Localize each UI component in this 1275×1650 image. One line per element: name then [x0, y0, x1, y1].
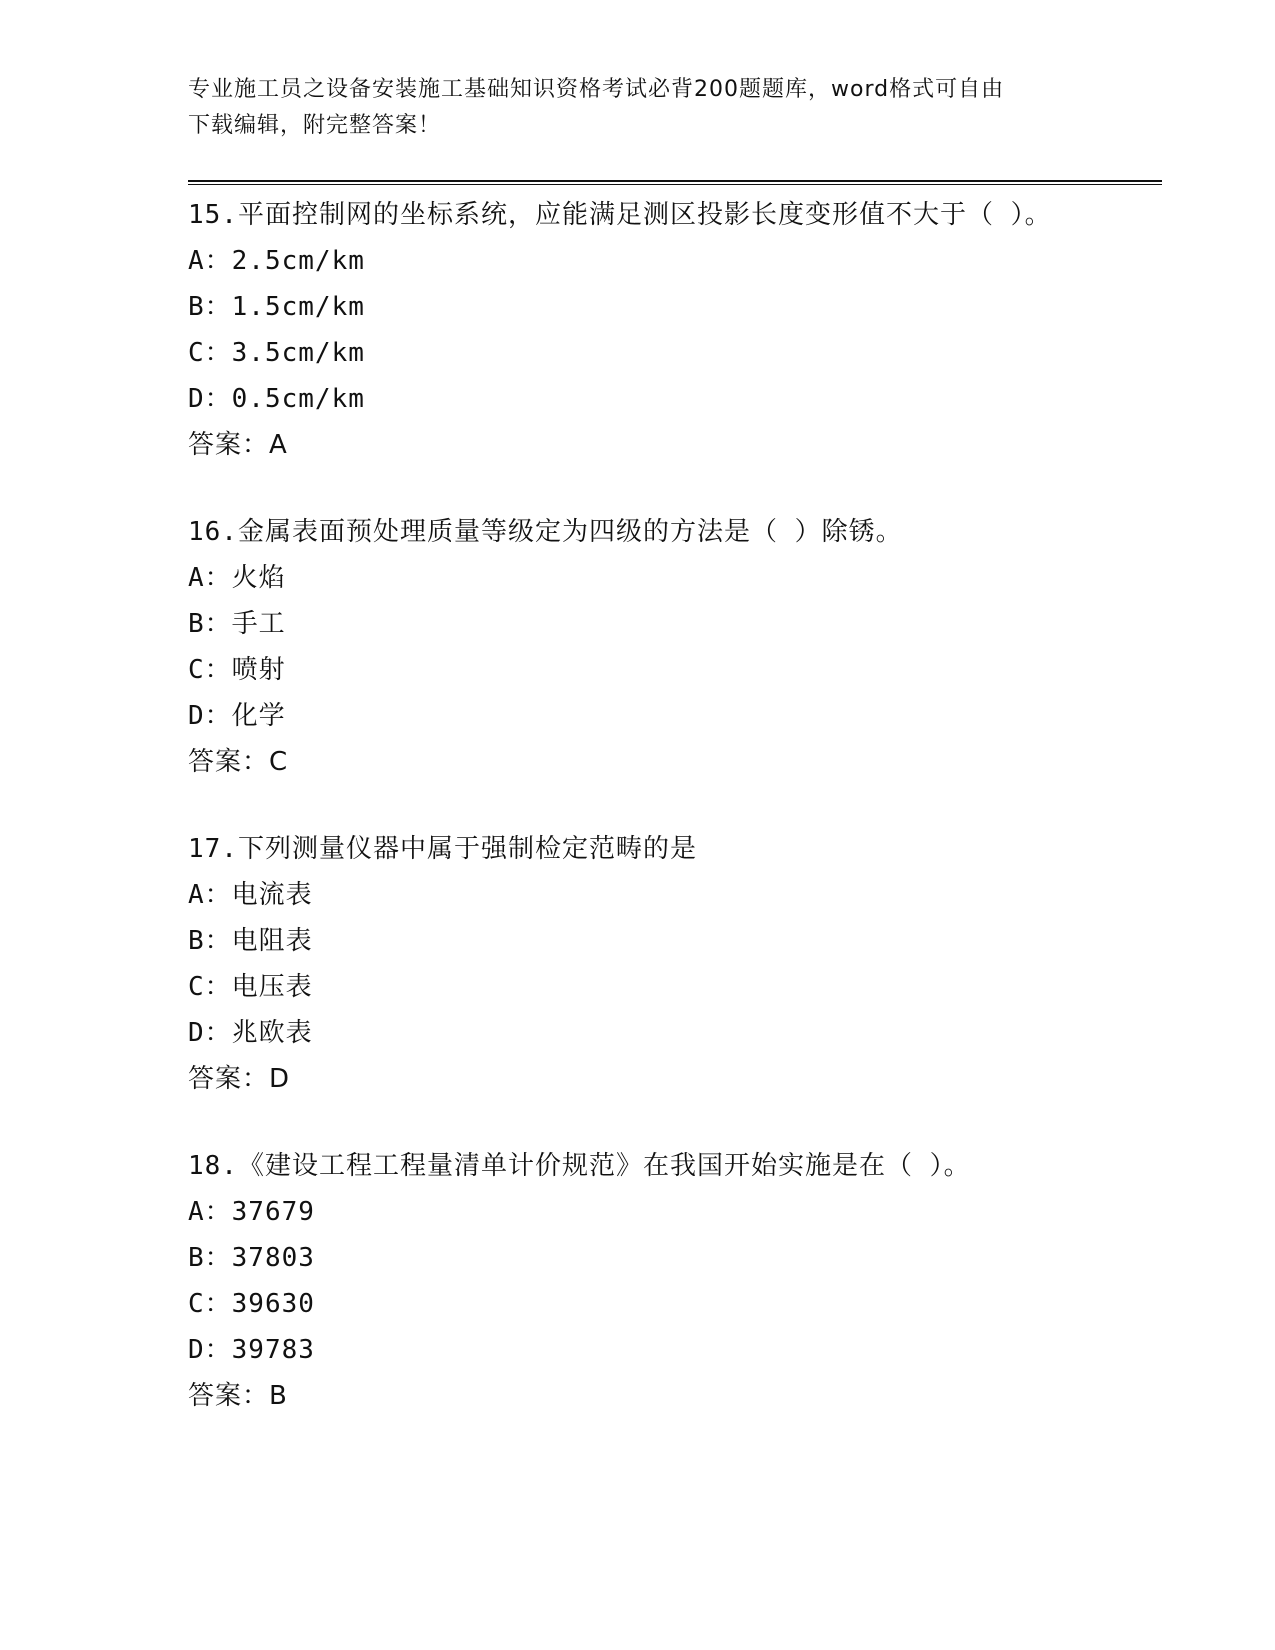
question-list — [188, 192, 1068, 1460]
answer-line: 答案：C — [188, 747, 289, 777]
header-line-2: 下载编辑，附完整答案！ — [188, 113, 442, 138]
document-header — [188, 72, 1068, 144]
question-18 — [188, 1143, 1068, 1419]
option-a: A：37679 — [188, 1197, 315, 1227]
answer-line: 答案：A — [188, 430, 288, 460]
question-stem: 16.金属表面预处理质量等级定为四级的方法是（ ）除锈。 — [188, 517, 903, 547]
option-d: D：化学 — [188, 701, 286, 731]
option-b: B：手工 — [188, 609, 286, 639]
option-c: C：39630 — [188, 1289, 315, 1319]
header-line-1: 专业施工员之设备安装施工基础知识资格考试必背200题题库，word格式可自由 — [188, 77, 1005, 102]
question-16 — [188, 509, 1068, 785]
answer-line: 答案：D — [188, 1064, 291, 1094]
option-b: B：1.5cm/km — [188, 292, 365, 322]
option-a: A：2.5cm/km — [188, 246, 365, 276]
question-stem: 17.下列测量仪器中属于强制检定范畴的是 — [188, 834, 697, 864]
header-divider — [188, 180, 1162, 182]
question-15 — [188, 192, 1068, 468]
option-c: C：3.5cm/km — [188, 338, 365, 368]
question-stem: 15.平面控制网的坐标系统，应能满足测区投影长度变形值不大于（ ）。 — [188, 200, 1052, 230]
option-d: D：兆欧表 — [188, 1018, 313, 1048]
option-b: B：37803 — [188, 1243, 315, 1273]
option-d: D：39783 — [188, 1335, 315, 1365]
option-c: C：电压表 — [188, 972, 313, 1002]
header-divider-thin — [188, 184, 1162, 185]
answer-line: 答案：B — [188, 1381, 288, 1411]
option-a: A：电流表 — [188, 880, 313, 910]
option-d: D：0.5cm/km — [188, 384, 365, 414]
option-b: B：电阻表 — [188, 926, 313, 956]
question-stem: 18.《建设工程工程量清单计价规范》在我国开始实施是在（ ）。 — [188, 1151, 971, 1181]
option-c: C：喷射 — [188, 655, 286, 685]
option-a: A：火焰 — [188, 563, 286, 593]
question-17 — [188, 826, 1068, 1102]
